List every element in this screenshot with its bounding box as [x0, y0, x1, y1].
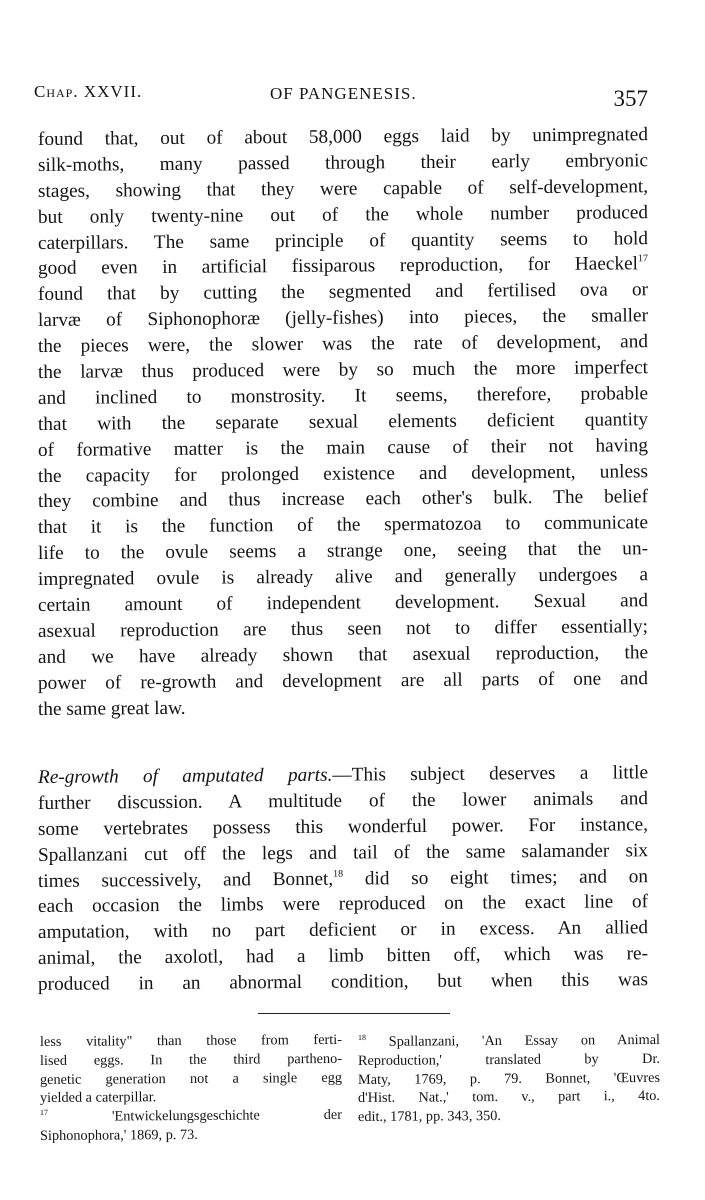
text-line: stages, showing that they were capable of self-development, [37, 175, 649, 202]
text-line: but only twenty-nine out of the whole number produced [37, 201, 649, 228]
footnote-line: yielded a caterpillar. [39, 1089, 157, 1107]
paragraph-parthenogenesis [37, 124, 649, 722]
footnote-line: Reproduction,' translated by Dr. [357, 1050, 661, 1069]
text-line: life to the ovule seems a strange one, seeing that the un- [37, 538, 649, 565]
section-heading: Re-growth of amputated parts. [37, 764, 333, 788]
footnote-line: Maty, 1769, p. 79. Bonnet, 'Œuvres [357, 1069, 661, 1088]
text-line: and inclined to monstrosity. It seems, therefore, probable [37, 383, 649, 409]
chapter-label: Chap. XXVII. [34, 82, 143, 101]
text-line: found that by cutting the segmented and fertilised ova or [37, 279, 649, 306]
text-line: the same great law. [37, 697, 186, 720]
text-line: the pieces were, the slower was the rate of development, and [37, 331, 649, 358]
text-line: power of re-growth and development are all parts of one and [37, 667, 649, 694]
footnote-text: 'Entwickelungsgeschichte der [47, 1107, 343, 1126]
text-line: the larvæ thus produced were by so much the more imperfect [37, 357, 649, 384]
footnote-ref-18: 18 [333, 868, 344, 880]
running-title: OF PANGENESIS. [270, 84, 417, 103]
text-line: further discussion. A multitude of the lower animals and [37, 788, 649, 814]
footnote-line: Siphonophora,' 1869, p. 73. [39, 1126, 198, 1144]
footnote-marker: 17 [39, 1108, 48, 1118]
text-line: impregnated ovule is already alive and generally undergoes a [37, 564, 649, 591]
text-line: the capacity for prolonged existence and development, unless [37, 460, 649, 487]
text-line: they combine and thus increase each other's bulk. The belief [37, 486, 649, 513]
running-header [34, 82, 648, 112]
text-line: animal, the axolotl, had a limb bitten off, which was re- [37, 943, 649, 970]
text-line: produced in an abnormal condition, but when this was [37, 969, 649, 996]
text-line: that it is the function of the spermatozoa to communicate [37, 512, 649, 539]
footnote-line: d'Hist. Nat.,' tom. v., part i., 4to. [357, 1088, 661, 1107]
footnote-divider [258, 1013, 450, 1014]
text-segment: times successively, and Bonnet, [37, 868, 334, 892]
footnote-line: less vitality" than those from ferti- [39, 1031, 343, 1050]
footnotes-right-column [358, 1033, 660, 1127]
footnote-17 [40, 1106, 342, 1127]
footnote-18 [358, 1031, 660, 1052]
text-line: larvæ of Siphonophoræ (jelly-fishes) into pieces, the smaller [37, 305, 649, 332]
text-line: caterpillars. The same principle of quantity seems to hold [37, 227, 649, 254]
text-line: asexual reproduction are thus seen not to differ essentially; [37, 616, 649, 642]
footnote-line: lised eggs. In the third partheno- [39, 1050, 343, 1069]
text-segment: —This subject deserves a little [332, 762, 649, 786]
text-line: Spallanzani cut off the legs and tail of the same salamander six [37, 839, 649, 866]
text-line: that with the separate sexual elements deficient quantity [37, 409, 649, 435]
text-line: amputation, with no part deficient or in excess. An allied [37, 917, 649, 944]
paragraph-regrowth [37, 762, 649, 998]
page-number: 357 [613, 86, 648, 111]
footnote-ref-17: 17 [637, 253, 648, 265]
text-line: of formative matter is the main cause of their not having [37, 434, 649, 461]
footnote-marker: 18 [357, 1032, 366, 1042]
text-segment: good even in artificial fissiparous reproduction, for Haeckel [37, 253, 639, 280]
text-line: each occasion the limbs were reproduced on the exact line of [37, 891, 649, 918]
text-line: found that, out of about 58,000 eggs laid by unimpregnated [37, 124, 649, 150]
footnote-line: edit., 1781, pp. 343, 350. [357, 1108, 502, 1126]
footnotes-left-column [40, 1033, 342, 1146]
text-line: and we have already shown that asexual reproduction, the [37, 642, 649, 668]
footnote-text: Spallanzani, 'An Essay on Animal [365, 1031, 661, 1050]
text-line: certain amount of independent development. Sexual and [37, 590, 649, 617]
text-line: some vertebrates possess this wonderful power. For instance, [37, 813, 649, 840]
footnote-line: genetic generation not a single egg [39, 1069, 343, 1088]
text-line: silk-moths, many passed through their early embryonic [37, 150, 649, 176]
text-segment: did so eight times; and on [343, 865, 649, 890]
